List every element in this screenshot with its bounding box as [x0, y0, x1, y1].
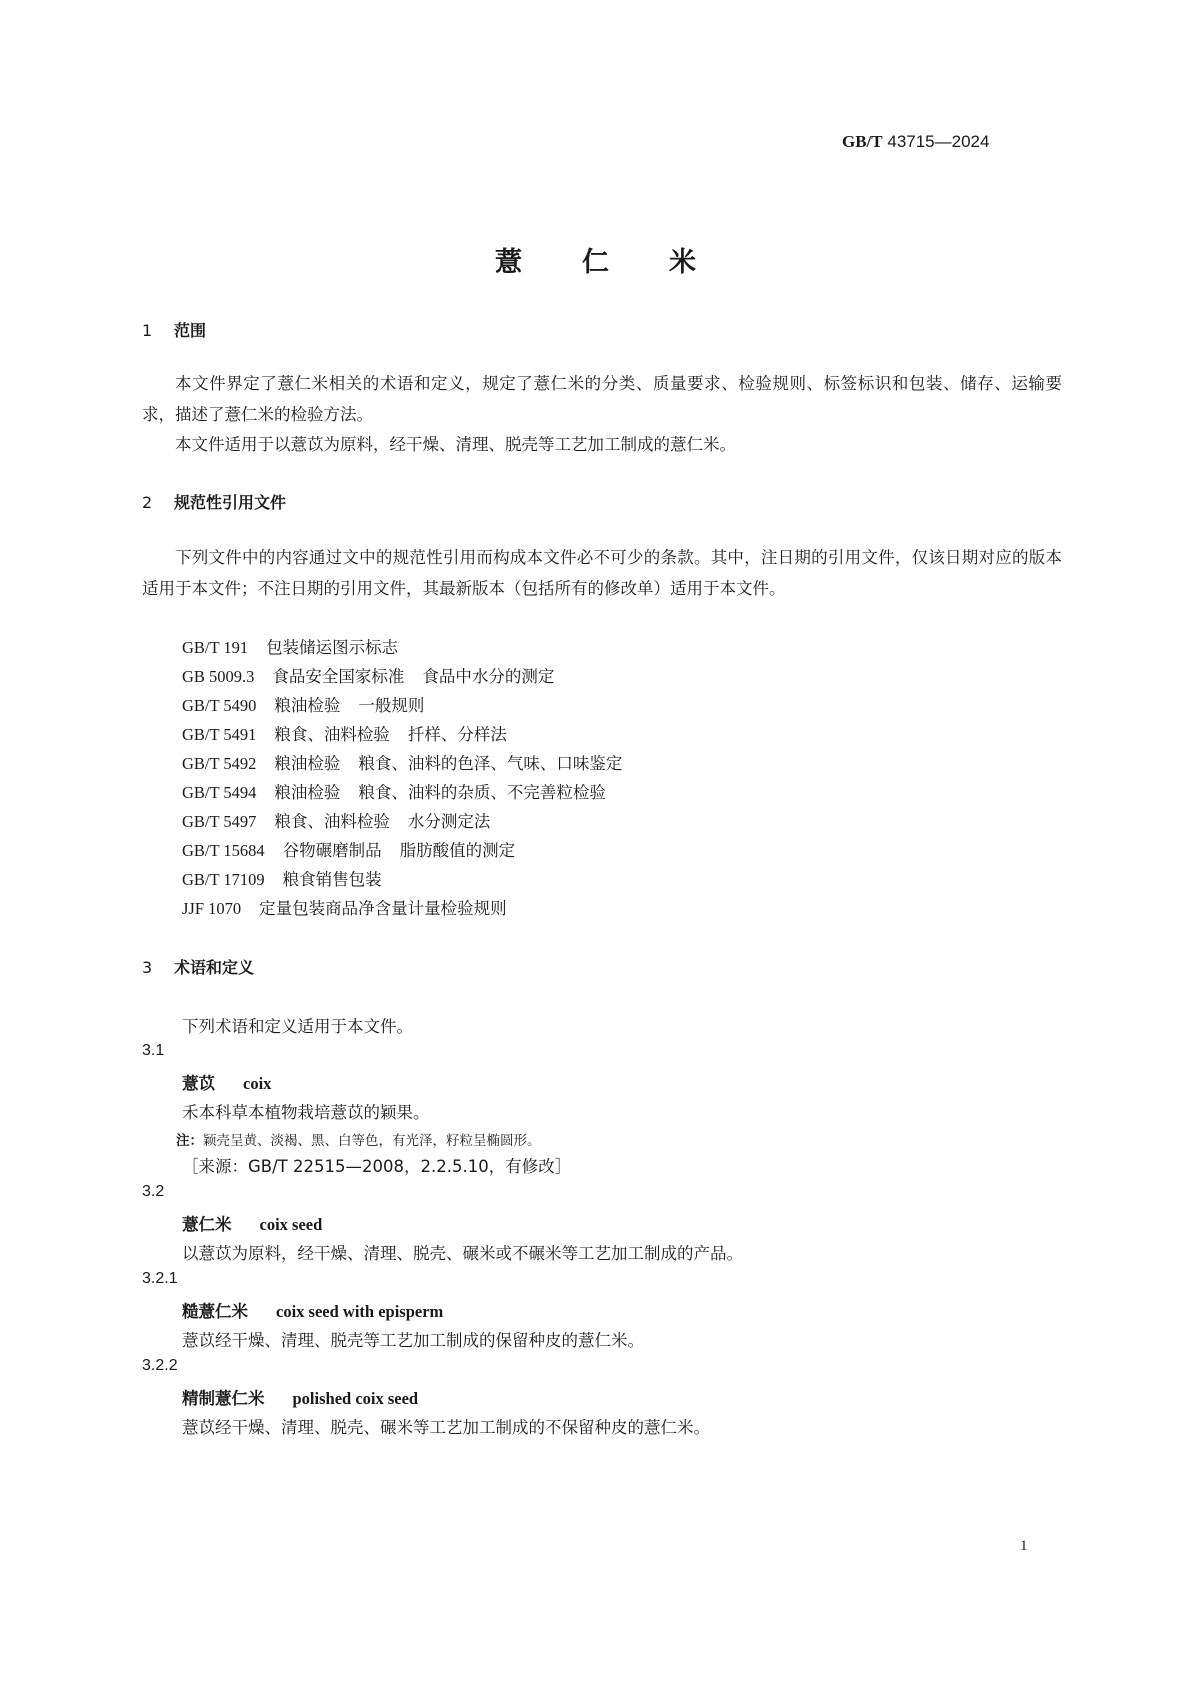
term-source: ［来源：GB/T 22515—2008，2.2.5.10，有修改］: [182, 1157, 572, 1176]
section-heading-normative-references: [142, 490, 286, 513]
reference-item: GB/T 5492 粮油检验 粮食、油料的色泽、气味、口味鉴定: [182, 754, 623, 773]
reference-item: GB/T 5497 粮食、油料检验 水分测定法: [182, 812, 491, 831]
section-title: 范围: [174, 321, 207, 340]
term-definition: 禾本科草本植物栽培薏苡的颖果。: [182, 1103, 430, 1122]
clause-number: 3.1: [142, 1042, 165, 1059]
term-entry: 薏仁米 coix seed: [182, 1215, 323, 1234]
reference-item: GB/T 15684 谷物碾磨制品 脂肪酸值的测定: [182, 841, 516, 860]
document-title: 薏仁米: [495, 247, 756, 278]
term-definition: 薏苡经干燥、清理、脱壳等工艺加工制成的保留种皮的薏仁米。: [182, 1331, 644, 1350]
page-number: 1: [1020, 1538, 1028, 1554]
term-entry: 精制薏仁米 polished coix seed: [182, 1389, 419, 1408]
term-note: 注：颖壳呈黄、淡褐、黑、白等色，有光泽，籽粒呈椭圆形。: [176, 1133, 541, 1149]
clause-number: 3.2.2: [142, 1357, 178, 1374]
terms-intro: 下列术语和定义适用于本文件。: [182, 1017, 413, 1036]
reference-item: GB 5009.3 食品安全国家标准 食品中水分的测定: [182, 667, 555, 686]
section-title: 术语和定义: [174, 958, 255, 977]
scope-paragraph-2: 本文件适用于以薏苡为原料，经干燥、清理、脱壳等工艺加工制成的薏仁米。: [175, 435, 736, 454]
scope-paragraph-1: 本文件界定了薏仁米相关的术语和定义，规定了薏仁米的分类、质量要求、检验规则、标签标识和包装、储存、运输要求，描述了薏仁米的检验方法。: [142, 374, 1062, 424]
section-number: 3: [142, 958, 153, 977]
section-heading-terms-definitions: [142, 955, 254, 978]
reference-item: GB/T 5491 粮食、油料检验 扦样、分样法: [182, 725, 507, 744]
reference-item: GB/T 5490 粮油检验 一般规则: [182, 696, 425, 715]
reference-item: GB/T 191 包装储运图示标志: [182, 638, 399, 657]
standard-number: 43715—2024: [887, 132, 990, 151]
references-intro-paragraph: 下列文件中的内容通过文中的规范性引用而构成本文件必不可少的条款。其中，注日期的引用文件，仅该日期对应的版本适用于本文件；不注日期的引用文件，其最新版本（包括所有的修改单）适用于本文件。: [142, 548, 1062, 598]
term-entry: 薏苡 coix: [182, 1074, 272, 1093]
term-definition: 薏苡经干燥、清理、脱壳、碾米等工艺加工制成的不保留种皮的薏仁米。: [182, 1418, 710, 1437]
section-title: 规范性引用文件: [174, 493, 287, 512]
term-entry: 糙薏仁米 coix seed with episperm: [182, 1302, 444, 1321]
reference-item: JJF 1070 定量包装商品净含量计量检验规则: [182, 899, 507, 918]
section-heading-scope: [142, 318, 206, 341]
reference-item: GB/T 17109 粮食销售包装: [182, 870, 382, 889]
term-definition: 以薏苡为原料，经干燥、清理、脱壳、碾米或不碾米等工艺加工制成的产品。: [182, 1244, 743, 1263]
section-number: 1: [142, 321, 153, 340]
clause-number: 3.2.1: [142, 1270, 178, 1287]
standard-prefix: GB/T: [842, 132, 883, 151]
reference-item: GB/T 5494 粮油检验 粮食、油料的杂质、不完善粒检验: [182, 783, 606, 802]
section-number: 2: [142, 493, 153, 512]
clause-number: 3.2: [142, 1183, 165, 1200]
standard-code: [842, 132, 989, 152]
